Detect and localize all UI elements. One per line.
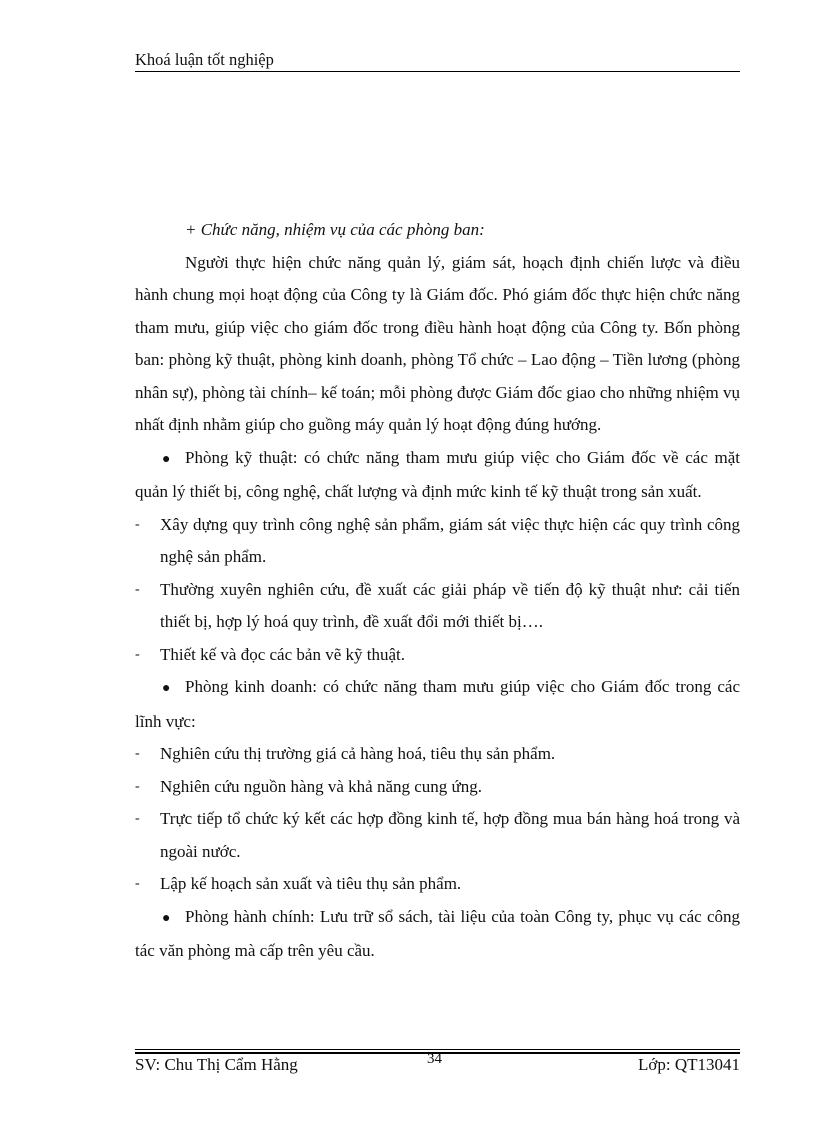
list-item — [135, 868, 740, 901]
section-heading: + Chức năng, nhiệm vụ của các phòng ban: — [185, 220, 485, 239]
dash-icon: - — [135, 516, 140, 532]
list-item-text: Thiết kế và đọc các bản vẽ kỹ thuật. — [160, 644, 405, 664]
list-item — [135, 771, 740, 804]
footer-class: Lớp: QT13041 — [637, 1055, 740, 1074]
header-rule — [135, 71, 740, 72]
dash-icon: - — [135, 646, 140, 662]
list-item — [135, 639, 740, 672]
header-title: Khoá luận tốt nghiệp — [135, 50, 274, 69]
dash-icon: - — [135, 581, 140, 597]
list-item — [135, 803, 740, 868]
dash-icon: - — [135, 811, 140, 826]
document-body — [135, 214, 740, 968]
department-paragraph — [135, 442, 740, 509]
page-number: 34 — [427, 1051, 442, 1067]
dash-icon: - — [135, 746, 140, 761]
bullet-icon: ● — [162, 681, 171, 696]
department-paragraph — [135, 671, 740, 738]
bullet-icon: ● — [162, 451, 171, 467]
list-item-text: Lập kế hoạch sản xuất và tiêu thụ sản phẩm. — [160, 874, 462, 893]
list-item — [135, 738, 740, 771]
department-text: Phòng hành chính: Lưu trữ sổ sách, tài liệu của toàn Công ty, phục vụ các công tác văn phòng mà cấp trên yêu cầu. — [135, 906, 740, 960]
list-item-text: Xây dựng quy trình công nghệ sản phẩm, giám sát việc thực hiện các quy trình công nghệ sản phẩm. — [160, 514, 740, 566]
department-text: Phòng kỹ thuật: có chức năng tham mưu giúp việc cho Giám đốc về các mặt quản lý thiết bị, công nghệ, chất lượng và định mức kinh tế kỹ thuật trong sản xuất. — [135, 447, 740, 501]
list-item-text: Thường xuyên nghiên cứu, đề xuất các giải pháp về tiến độ kỹ thuật như: cải tiến thiết bị, hợp lý hoá quy trình, đề xuất đổi mới thiết bị…. — [160, 579, 740, 631]
department-text: Phòng kinh doanh: có chức năng tham mưu giúp việc cho Giám đốc trong các lĩnh vực: — [135, 677, 740, 731]
dash-icon: - — [135, 876, 140, 891]
footer-rule — [135, 1049, 740, 1050]
list-item-text: Nghiên cứu thị trường giá cả hàng hoá, tiêu thụ sản phẩm. — [160, 744, 556, 763]
list-item — [135, 574, 740, 639]
list-item — [135, 509, 740, 574]
dash-icon: - — [135, 778, 140, 794]
intro-paragraph: Người thực hiện chức năng quản lý, giám sát, hoạch định chiến lược và điều hành chung mọi hoạt động của Công ty là Giám đốc. Phó giám đốc thực hiện chức năng tham mưu, giúp việc cho giám đốc trong điều hành hoạt động của Công ty. Bốn phòng ban: phòng kỹ thuật, phòng kinh doanh, phòng Tổ chức – Lao động – Tiền lương (phòng nhân sự), phòng tài chính– kế toán; mỗi phòng được Giám đốc giao cho những nhiệm vụ nhất định nhằm giúp cho guồng máy quản lý hoạt động đúng hướng. — [135, 252, 740, 434]
list-item-text: Nghiên cứu nguồn hàng và khả năng cung ứng. — [160, 776, 482, 796]
list-item-text: Trực tiếp tổ chức ký kết các hợp đồng kinh tế, hợp đồng mua bán hàng hoá trong và ngoài nước. — [160, 809, 740, 861]
bullet-icon: ● — [162, 910, 171, 926]
department-paragraph — [135, 901, 740, 968]
footer-student: SV: Chu Thị Cẩm Hằng — [135, 1055, 298, 1074]
